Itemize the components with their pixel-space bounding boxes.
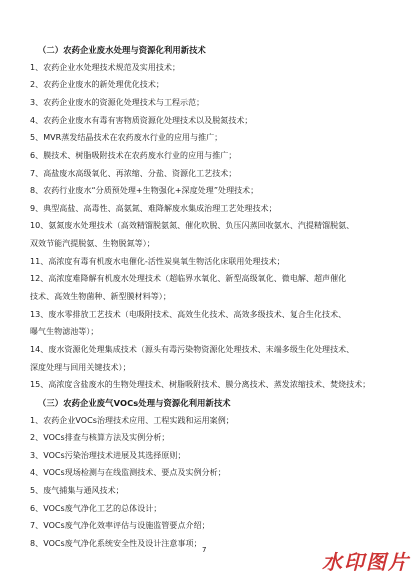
watermark-logo: 水印图片 [322, 550, 410, 574]
list-item: 4、农药企业废水有毒有害物质资源化处理技术以及脱氮技术； [30, 116, 253, 125]
list-item: 8、VOCs废气净化系统安全性及设计注意事项； [30, 539, 202, 548]
list-item: 7、VOCs废气净化效率评估与设施监管要点介绍； [30, 521, 210, 530]
list-item: 12、高浓度难降解有机废水处理技术（超临界水氧化、新型高级氧化、微电解、超声催化 [30, 274, 347, 283]
list-item-continuation: 深度处理与回用关键技术）； [30, 363, 131, 372]
list-item: 11、高浓度有毒有机废水电催化-活性炭臭氧生物活化床联用处理技术； [30, 257, 285, 266]
list-item: 7、高盐废水高级氧化、再浓缩、分盐、资源化工艺技术； [30, 169, 237, 178]
list-item: 2、农药企业废水的新处理优化技术； [30, 80, 164, 89]
list-item: 6、VOCs废气净化工艺的总体设计； [30, 504, 162, 513]
list-item: 13、废水零排放工艺技术（电吸附技术、高效生化技术、高效多级技术、复合生化技术、 [30, 310, 347, 319]
page-number: 7 [202, 546, 207, 554]
list-item: 4、VOCs现场检测与在线监测技术、要点及实例分析； [30, 468, 226, 477]
list-item: 1、农药企业VOCs治理技术应用、工程实践和运用案例； [30, 416, 234, 425]
list-item-continuation: 曝气生物滤池等）； [30, 327, 99, 336]
list-item: 6、膜技术、树脂吸附技术在农药废水行业的应用与推广； [30, 151, 237, 160]
list-item-continuation: 技术、高效生物菌种、新型膜材料等）； [30, 292, 171, 301]
list-item: 9、典型高盐、高毒性、高氨氮、难降解废水集成治理工艺处理技术； [30, 204, 277, 213]
list-item: 5、MVR蒸发结晶技术在农药废水行业的应用与推广； [30, 133, 223, 142]
list-item: 8、农药行业废水“分质预处理+生物强化+深度处理”处理技术； [30, 186, 259, 195]
list-item: 15、高浓度含盐废水的生物处理技术、树脂吸附技术、膜分离技术、蒸发浓缩技术、焚烧技术； [30, 380, 371, 389]
list-item: 1、农药企业水处理技术规范及实用技术； [30, 63, 181, 72]
list-item: 14、废水资源化处理集成技术（源头有毒污染物资源化处理技术、末端多级生化处理技术、 [30, 345, 355, 354]
list-item-continuation: 双效节能汽提脱氨、生物脱氮等）； [30, 239, 155, 248]
list-item: 3、农药企业废水的资源化处理技术与工程示范； [30, 98, 205, 107]
list-item: 2、VOCs排查与核算方法及实例分析； [30, 433, 170, 442]
list-item: 3、VOCs污染治理技术进展及其选择原则； [30, 451, 186, 460]
section-heading-vocs: （三）农药企业废气VOCs处理与资源化利用新技术 [38, 398, 231, 408]
section-heading-wastewater: （二）农药企业废水处理与资源化利用新技术 [38, 45, 206, 55]
list-item: 10、氨氮废水处理技术（高效精馏脱氨氮、催化吹脱、负压闪蒸回收氨水、汽提精馏脱氨、 [30, 221, 355, 230]
list-item: 5、废气捕集与通风技术； [30, 486, 124, 495]
